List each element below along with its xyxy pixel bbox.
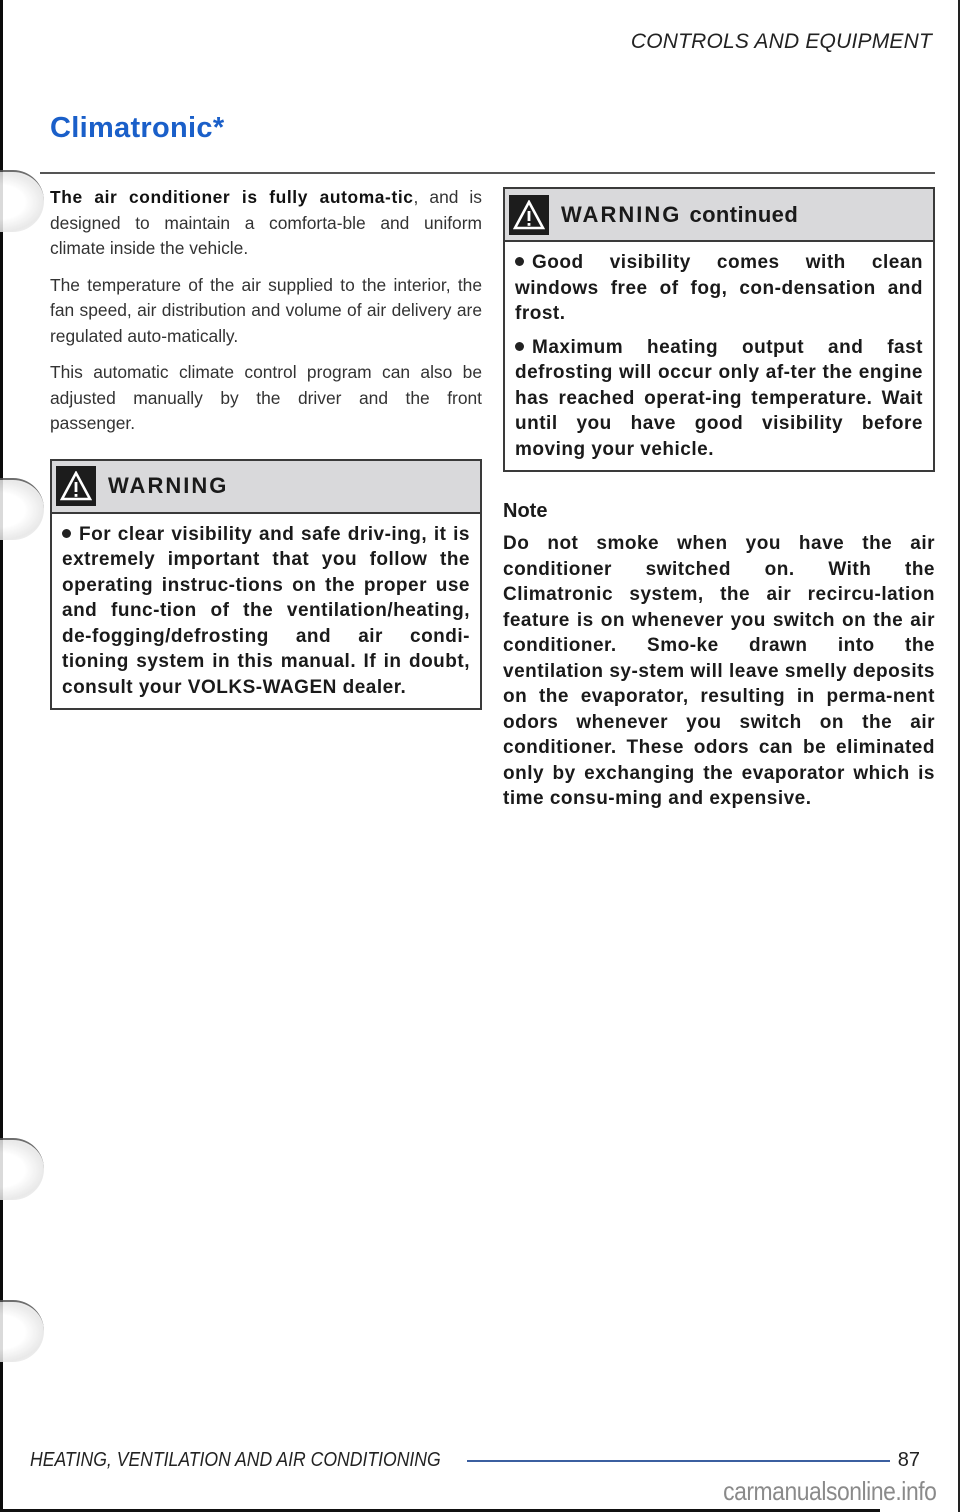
left-column [50,185,482,710]
bullet-icon [515,257,524,266]
warning-triangle-icon [56,466,96,506]
intro-bold-lead: The air conditioner is fully automa-tic [50,187,414,207]
running-head: CONTROLS AND EQUIPMENT [630,30,932,53]
warning-continued-box [503,187,935,472]
warning-header [505,189,933,242]
intro-rest: , and is designed to maintain a comforta-ble and uniform climate inside the vehicle. [50,187,482,258]
warning-item: Maximum heating output and fast defrosting will occur only af-ter the engine has reached operat-ing temperature. Wait until you have good visibility before moving your vehicle. [515,336,923,460]
binder-hole [0,1300,44,1362]
warning-item: Good visibility comes with clean windows free of fog, con-densation and frost. [515,252,923,324]
note-text: Do not smoke when you have the air conditioner switched on. With the Climatronic system, the air recircu-lation feature is on whenever you switch on the air conditioner. Smo-ke drawn into the ventilation sy-stem will leave smelly deposits on the evaporator, resulting in perma-nent odors whenever you switch on the air conditioner. These odors can be eliminated only by exchanging the evaporator which is time consu-ming and expensive. [503,533,935,809]
warning-continued-label: continued [689,201,799,227]
right-column [503,187,935,812]
warning-box [50,459,482,711]
warning-title: WARNING [108,473,229,498]
bullet-icon [62,529,71,538]
binder-hole [0,170,44,232]
warning-header [52,461,480,514]
page-footer [30,1449,920,1472]
title-rule [40,172,935,174]
warning-body [52,514,480,709]
section-title: Climatronic* [50,112,225,144]
warning-triangle-icon [509,195,549,235]
binder-hole [0,1138,44,1200]
warning-body [505,242,933,470]
note-label: Note [503,500,548,522]
watermark: carmanualsonline.info [722,1476,936,1506]
bullet-icon [515,342,524,351]
warning-item: For clear visibility and safe driv-ing, it is extremely important that you follow the operating instruc-tions on the proper use and func-tion of the ventilation/heating, de-fogging/defrosting and air condi-tioning system in this manual. If in doubt, consult your VOLKS-WAGEN dealer. [62,523,470,698]
binder-hole [0,478,44,540]
manual-adjust-paragraph: This automatic climate control program can also be adjusted manually by the driver and the front passenger. [50,362,482,433]
footer-rule [467,1460,890,1462]
warning-title: WARNING continued [561,201,799,227]
page-number: 87 [897,1449,920,1471]
footer-chapter-title: HEATING, VENTILATION AND AIR CONDITIONING [30,1449,441,1471]
regulation-paragraph: The temperature of the air supplied to the interior, the fan speed, air distribution and volume of air delivery are regulated auto-matically. [50,274,482,346]
intro-paragraph [50,185,482,262]
